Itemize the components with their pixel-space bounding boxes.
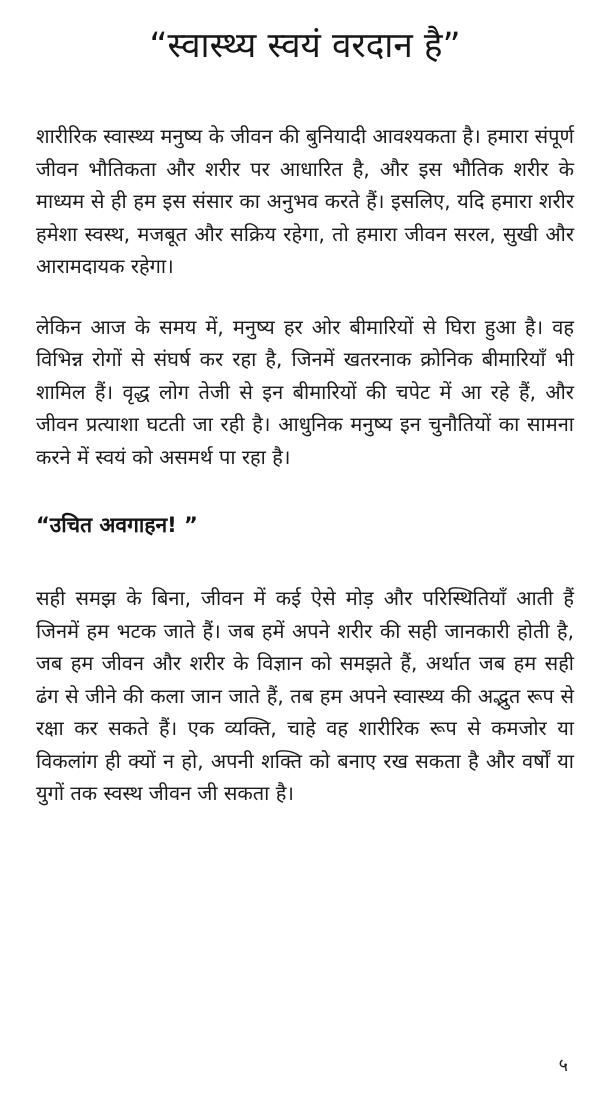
section-heading: “उचित अवगाहन! ” [36,513,198,537]
section-paragraph: सही समझ के बिना, जीवन में कई ऐसे मोड़ और परिस्थितियाँ आती हैं जिनमें हम भटक जाते हैं। जब हमें अपने शरीर की सही जानकारी होती है, जब हम जीवन और शरीर के विज्ञान को समझते हैं, अर्थात जब हम सही ढंग से जीने की कला जान जाते हैं, तब हम अपने स्वास्थ्य की अद्भुत रूप से रक्षा कर सकते हैं। एक व्यक्ति, चाहे वह शारीरिक रूप से कमजोर या विकलांग ही क्यों न हो, अपनी शक्ति को बनाए रख सकता है और वर्षों या युगों तक स्वस्थ जीवन जी सकता है। [36,586,574,805]
page-number: ५ [558,1055,568,1076]
disease-paragraph: लेकिन आज के समय में, मनुष्य हर ओर बीमारियों से घिरा हुआ है। वह विभिन्न रोगों से संघर्ष कर रहा है, जिनमें खतरनाक क्रोनिक बीमारियाँ भी शामिल हैं। वृद्ध लोग तेजी से इन बीमारियों की चपेट में आ रहे हैं, और जीवन प्रत्याशा घटती जा रही है। आधुनिक मनुष्य इन चुनौतियों का सामना करने में स्वयं को असमर्थ पा रहा है। [36,314,574,469]
intro-paragraph: शारीरिक स्वास्थ्य मनुष्य के जीवन की बुनियादी आवश्यकता है। हमारा संपूर्ण जीवन भौतिकता और शरीर पर आधारित है, और इस भौतिक शरीर के माध्यम से ही हम इस संसार का अनुभव करते हैं। इसलिए, यदि हमारा शरीर हमेशा स्वस्थ, मजबूत और सक्रिय रहेगा, तो हमारा जीवन सरल, सुखी और आरामदायक रहेगा। [36,124,574,278]
page-title: “स्वास्थ्य स्वयं वरदान है” [149,26,461,66]
